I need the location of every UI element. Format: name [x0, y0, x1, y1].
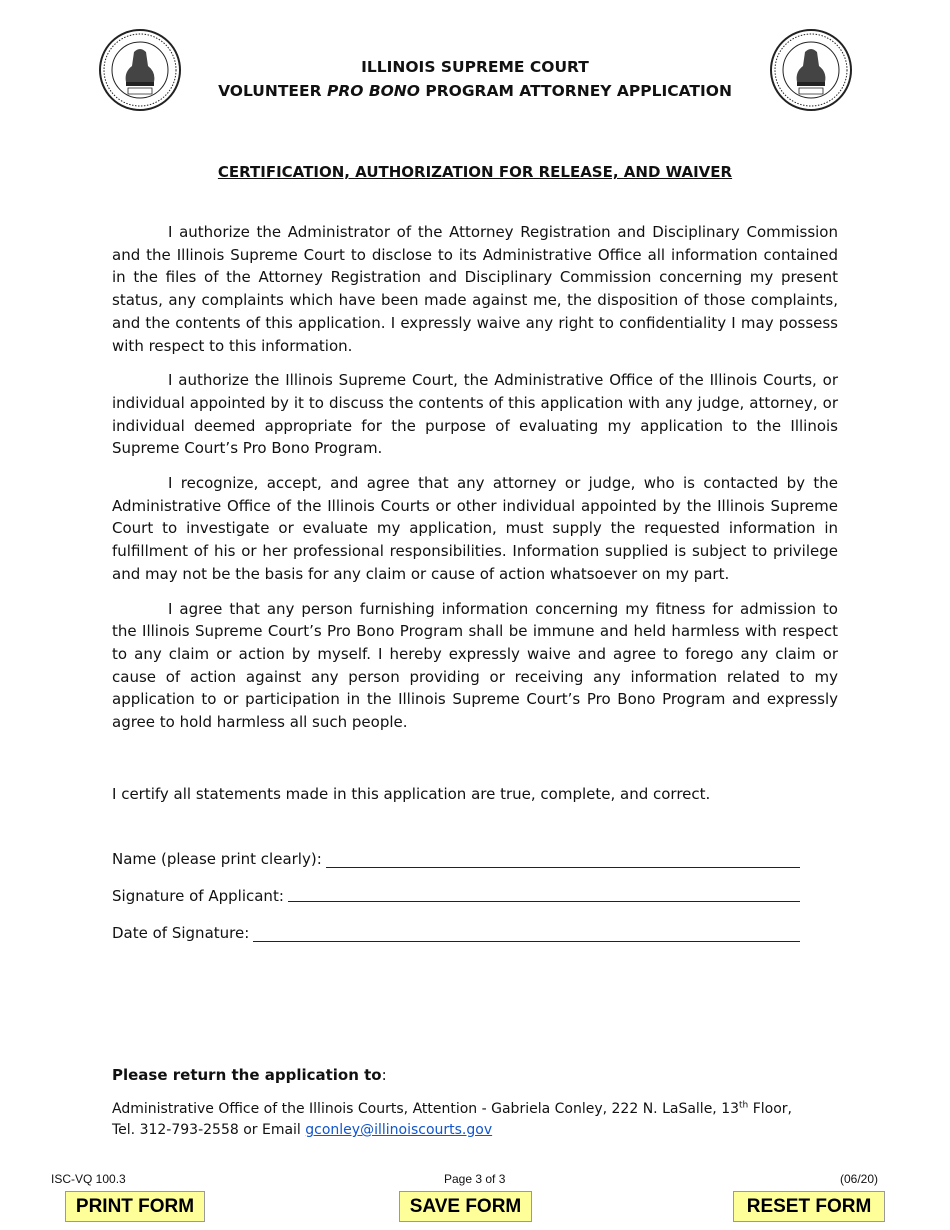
reset-form-button[interactable]: RESET FORM — [733, 1191, 885, 1222]
signature-field-row — [112, 883, 800, 905]
signature-field-label: Signature of Applicant: — [112, 887, 284, 905]
email-link[interactable]: gconley@illinoiscourts.gov — [305, 1122, 493, 1138]
header-title-suffix: PROGRAM ATTORNEY APPLICATION — [419, 82, 732, 100]
body-paragraphs — [112, 221, 838, 746]
return-heading — [112, 1066, 387, 1084]
paragraph-privilege: I recognize, accept, and agree that any attorney or judge, who is contacted by the Administrative Office of the Illinois Courts or other individual appointed by the Illinois Supreme Court to investigate or evaluate my application, must supply the requested information in fulfillment of his or her professional responsibilities. Information supplied is subject to privilege and may not be the basis for any claim or cause of action whatsoever on my part. — [112, 474, 838, 583]
header-court-name: ILLINOIS SUPREME COURT — [361, 58, 589, 76]
return-address-line2 — [112, 1120, 832, 1141]
name-field-label: Name (please print clearly): — [112, 850, 322, 868]
date-input[interactable] — [253, 922, 800, 942]
date-field-label: Date of Signature: — [112, 924, 250, 942]
return-heading-colon: : — [381, 1066, 387, 1084]
save-form-button[interactable]: SAVE FORM — [399, 1191, 532, 1222]
telephone-text: Tel. 312-793-2558 or Email — [112, 1122, 306, 1138]
name-input[interactable] — [326, 848, 800, 868]
paragraph-immunity: I agree that any person furnishing information concerning my fitness for admission to the Illinois Supreme Court’s Pro Bono Program shall be immune and held harmless with respect to any claim or action by myself. I hereby expressly waive and agree to forego any claim or cause of action against any person providing or receiving any information related to my application to or participation in the Illinois Supreme Court’s Pro Bono Program and expressly agree to hold harmless all such people. — [112, 599, 838, 732]
return-address-line1 — [112, 1099, 832, 1120]
address-suffix: Floor, — [748, 1101, 792, 1117]
date-field-row — [112, 920, 800, 942]
address-ordinal: th — [739, 1100, 749, 1111]
page-number: Page 3 of 3 — [444, 1172, 506, 1186]
print-form-button[interactable]: PRINT FORM — [65, 1191, 205, 1222]
section-title: CERTIFICATION, AUTHORIZATION FOR RELEASE, AND WAIVER — [217, 163, 733, 181]
form-id: ISC-VQ 100.3 — [51, 1172, 126, 1186]
name-field-row — [112, 846, 800, 868]
paragraph-disclosure: I authorize the Administrator of the Attorney Registration and Disciplinary Commission and the Illinois Supreme Court to disclose to its Administrative Office all information contained in the files of the Attorney Registration and Disciplinary Commission concerning my present status, any complaints which have been made against me, the disposition of those complaints, and the contents of this application. I expressly waive any right to confidentiality I may possess with respect to this information. — [112, 223, 838, 355]
header-title-prefix: VOLUNTEER — [218, 82, 327, 100]
document-header — [0, 55, 950, 103]
return-heading-bold: Please return the application to — [112, 1066, 382, 1084]
header-program-title — [0, 79, 950, 103]
revision-date: (06/20) — [840, 1172, 879, 1186]
signature-line — [288, 901, 800, 902]
certification-statement: I certify all statements made in this application are true, complete, and correct. — [112, 785, 711, 803]
address-prefix: Administrative Office of the Illinois Courts, Attention - Gabriela Conley, 222 N. LaSalle, 13 — [112, 1101, 740, 1117]
paragraph-discussion: I authorize the Illinois Supreme Court, the Administrative Office of the Illinois Courts, or individual appointed by it to discuss the contents of this application with any judge, attorney, or individual deemed appropriate for the purpose of evaluating my application to the Illinois Supreme Court’s Pro Bono Program. — [112, 371, 838, 458]
return-address — [112, 1099, 832, 1141]
header-title-italic: PRO BONO — [326, 82, 420, 100]
